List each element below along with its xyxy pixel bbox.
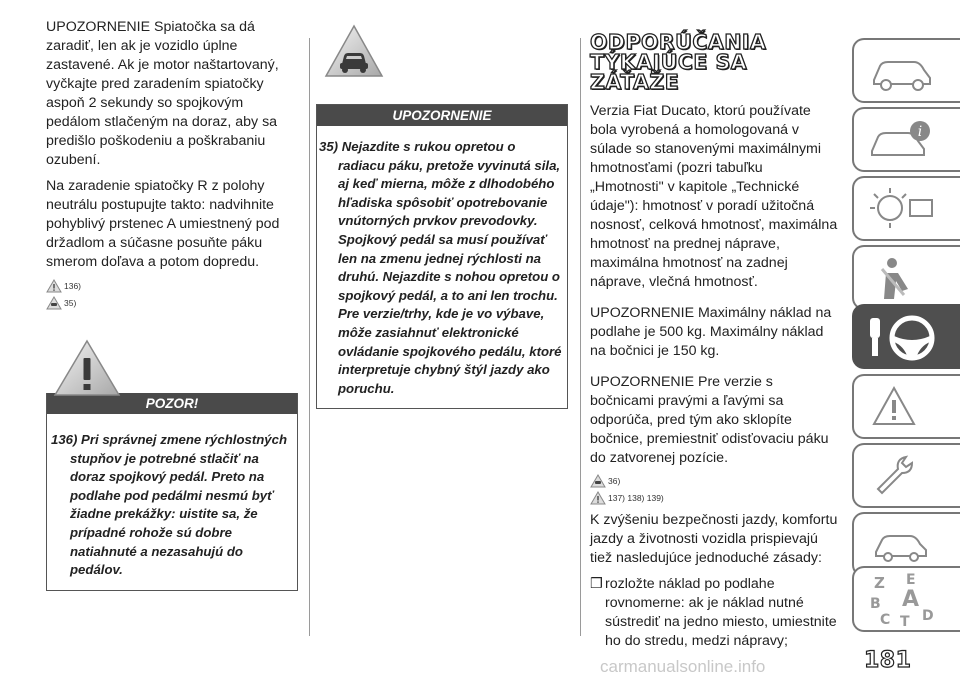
index-letter: T <box>900 614 910 626</box>
caution-triangle-icon <box>590 474 606 488</box>
index-letter: A <box>902 587 920 612</box>
side-panels-note: UPOZORNENIE Pre verzie s bočnicami pravými a ľavými sa odporúča, pred tým ako sklopíte bočnice, premiestniť odisťovaciu páku do zatvorenej pozície. <box>590 374 829 466</box>
right-column <box>590 18 838 651</box>
heading-line: TÝKAJÚCE SA <box>590 50 748 74</box>
ref-label: 136) <box>64 281 82 291</box>
reverse-gear-procedure: Na zaradenie spiatočky R z polohy neutrálu postupujte takto: nadvihnite pohyblivý prstenec A umiestnený pod držadlom a súčasne posuňte páku smerom doľava a potom dopredu. <box>46 178 280 270</box>
lights-tab-icon <box>868 186 938 232</box>
safety-tips-intro: K zvýšeniu bezpečnosti jazdy, komfortu jazdy a životnosti vozidla prispievajú tiež nasledujúce jednoduché zásady: <box>590 512 838 566</box>
ref-35 <box>46 296 298 310</box>
steering-wheel-tab-icon <box>868 314 948 364</box>
caution-box-title: UPOZORNENIE <box>317 105 567 126</box>
caution-box <box>316 104 568 409</box>
warning-box-body <box>47 414 297 590</box>
warning-box <box>46 393 298 591</box>
index-letter: E <box>906 572 916 588</box>
caution-item-35: 35) Nejazdite s rukou opretou o radiacu páku, pretože vyvinutá sila, aj keď mierna, môže z dlhodobého hľadiska spôsobiť opotrebovanie vnútorných prvkov prevodovky. Spojkový pedál sa musí používať len na zmenu jednej rýchlosti na druhú. Nejazdite s nohou opretou o spojkový pedál, a to ani len trochu. Pre verzie/trhy, kde je vo výbave, môže zasiahnuť elektronické ovládanie spojkového pedálu, ktoré interpretuje chybný štýl jazdy ako poruchu. <box>319 139 562 396</box>
specs-tab-icon <box>868 522 938 568</box>
caution-car-icon <box>322 20 386 82</box>
svg-text:i: i <box>917 124 923 140</box>
tab-index[interactable] <box>852 566 960 632</box>
load-intro: Verzia Fiat Ducato, ktorú používate bola vyrobená a homologovaná v súlade so stanovenými maximálnymi hmotnosťami (pozri tabuľku „Hmotnosti" v kapitole „Technické údaje"): hmotnosť v poradí užitočná nosnosť, celková hmotnosť, maximálna hmotnosť na prednej náprave, maximálna hmotnosť na zadnej náprave, vlečná hmotnosť. <box>590 103 838 290</box>
column-divider <box>580 38 581 636</box>
tab-starting-driving[interactable] <box>852 304 960 369</box>
tab-info[interactable] <box>852 107 960 172</box>
left-column <box>46 18 298 591</box>
safety-tab-icon <box>868 255 938 301</box>
caution-box-body <box>317 126 567 408</box>
max-load-note: UPOZORNENIE Maximálny náklad na podlahe je 500 kg. Maximálny náklad na bočnici je 150 kg. <box>590 305 832 359</box>
tab-warnings[interactable] <box>852 374 960 439</box>
ref-36 <box>590 474 838 488</box>
page-number: 181 <box>864 648 912 673</box>
column-divider <box>309 38 310 636</box>
tab-car[interactable] <box>852 38 960 103</box>
caution-triangle-icon <box>46 296 62 310</box>
ref-137-139 <box>590 491 838 505</box>
heading-line: ZÁŤAŽE <box>590 70 680 94</box>
ref-label: 35) <box>64 298 77 308</box>
list-item-text: rozložte náklad po podlahe rovnomerne: ak je náklad nutné sústrediť na jedno miesto, umiestnite ho do stredu, medzi nápravy; <box>605 576 837 649</box>
tab-safety[interactable] <box>852 245 960 310</box>
car-tab-icon <box>868 48 938 94</box>
watermark: carmanualsonline.info <box>600 657 766 676</box>
section-heading <box>590 32 838 92</box>
middle-column <box>316 18 568 409</box>
warning-triangle-icon <box>46 279 62 293</box>
heading-line: ODPORÚČANIA <box>590 30 767 54</box>
info-tab-icon <box>868 117 938 163</box>
ref-label: 137) 138) 139) <box>608 493 664 503</box>
warning-item-136: 136) Pri správnej zmene rýchlostných stupňov je potrebné stlačiť na doraz spojkový pedál. Preto na podlahe pod pedálmi nesmú byť žiadne prekážky: uistite sa, že prípadné rohože sú dobre natiahnuté a nezasahujú do pedálov. <box>51 432 288 578</box>
ref-label: 36) <box>608 476 621 486</box>
list-item <box>590 575 838 651</box>
index-tab-icon <box>868 570 948 626</box>
reverse-gear-note: UPOZORNENIE Spiatočka sa dá zaradiť, len ak je vozidlo úplne zastavené. Ak je motor naštartovaný, vyčkajte pred zaradením spiatočky aspoň 2 sekundy so spojkovým pedálom stlačeným na doraz, aby sa predišlo poškodeniu a poškrabaniu ozubení. <box>46 19 279 168</box>
service-tab-icon <box>868 453 938 499</box>
index-letter: B <box>870 596 881 612</box>
warning-triangle-icon <box>590 491 606 505</box>
index-letter: D <box>922 608 934 624</box>
ref-136 <box>46 279 298 293</box>
checkbox-bullet-icon: ❒ <box>590 576 603 592</box>
exclamation-warning-icon <box>52 338 122 398</box>
index-letter: Z <box>874 574 885 592</box>
index-letter: C <box>880 612 891 626</box>
warning-box-title: POZOR! <box>47 393 297 414</box>
warning-tab-icon <box>868 384 938 430</box>
tab-service[interactable] <box>852 443 960 508</box>
tab-lights[interactable] <box>852 176 960 241</box>
